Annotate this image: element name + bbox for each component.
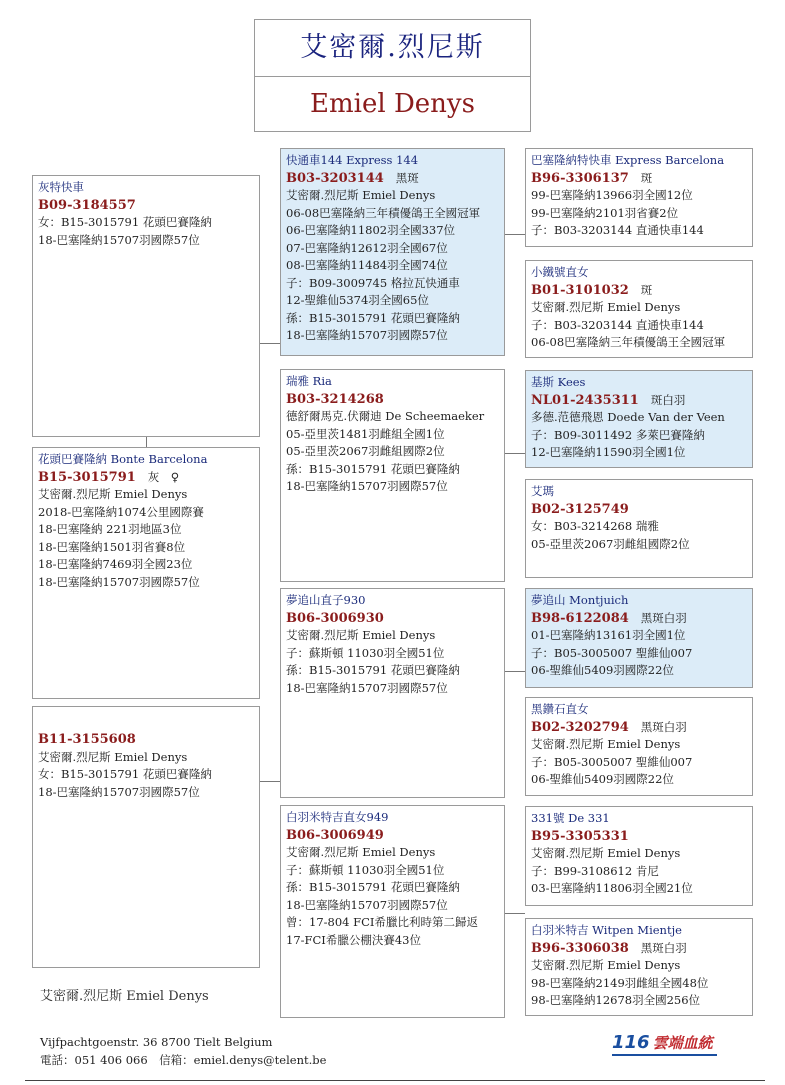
ring-number: B95-3305331: [531, 828, 629, 844]
pigeon-name: 瑞雅 Ria: [286, 374, 332, 388]
record-line: 01-巴塞隆納13161羽全國1位: [531, 628, 686, 642]
record-line: 18-巴塞隆納1501羽省賽8位: [38, 539, 186, 554]
logo-116: [612, 1032, 722, 1056]
pedigree-box-little-iron-daughter: [525, 260, 753, 358]
record-line: 孫：B15-3015791 花頭巴賽隆納: [286, 663, 460, 677]
record-line: 05-亞里茨1481羽雌組全國1位: [286, 426, 445, 441]
logo-underline: [612, 1054, 717, 1056]
record-line: 艾密爾.烈尼斯 Emiel Denys: [38, 749, 188, 764]
record-line: 多德.范德飛恩 Doede Van der Veen: [531, 410, 725, 424]
color: 黑斑: [395, 170, 419, 185]
record-line: 子：B09-3009745 格拉瓦快通車: [286, 275, 460, 290]
pigeon-name: 夢追山直子930: [286, 593, 366, 607]
color-sex: 灰 ♀: [147, 469, 180, 484]
record-line: 18-巴塞隆納15707羽國際57位: [286, 328, 448, 342]
record-line: 99-巴塞隆納13966羽全國12位: [531, 188, 693, 202]
pigeon-name: 灰特快車: [38, 180, 84, 194]
pigeon-name: 黑鑽石直女: [531, 702, 589, 716]
connector: [505, 913, 525, 914]
record-line: 子：B09-3011492 多萊巴賽隆納: [531, 427, 705, 442]
pigeon-name: 艾瑪: [531, 484, 554, 498]
record-line: 06-08巴塞隆納三年積優鴿王全國冠軍: [531, 335, 726, 349]
record-line: 艾密爾.烈尼斯 Emiel Denys: [531, 300, 681, 314]
color: 斑: [640, 282, 653, 297]
record-line: 女：B03-3214268 瑞雅: [531, 519, 659, 533]
record-line: 子：B05-3005007 聖維仙007: [531, 645, 693, 660]
record-line: 12-聖維仙5374羽全國65位: [286, 293, 429, 307]
color: 黑斑白羽: [640, 719, 687, 734]
record-line: 18-巴塞隆納15707羽國際57位: [38, 784, 200, 799]
connector: [505, 453, 525, 454]
ring-number: B03-3214268: [286, 391, 384, 407]
pedigree-box-emma: [525, 479, 753, 578]
record-line: 03-巴塞隆納11806羽全國21位: [531, 881, 693, 895]
record-line: 06-08巴塞隆納三年積優鴿王全國冠軍: [286, 205, 481, 220]
record-line: 子：B03-3203144 直通快車144: [531, 317, 704, 332]
record-line: 17-FCI希臘公棚決賽43位: [286, 932, 421, 947]
breeder-signature: 艾密爾.烈尼斯 Emiel Denys: [40, 989, 209, 1004]
record-line: 98-巴塞隆納12678羽全國256位: [531, 993, 701, 1007]
pigeon-name: 白羽米特吉直女949: [286, 810, 389, 824]
color: 斑: [640, 170, 653, 185]
pedigree-box-sire: [280, 148, 505, 356]
pigeon-name: 夢追山 Montjuich: [531, 593, 629, 607]
pedigree-box-express-barcelona: [525, 148, 753, 247]
pedigree-box-montjuich-daughter: [280, 588, 505, 798]
pedigree-box-kees: [525, 370, 753, 468]
record-line: 子：B05-3005007 聖維仙007: [531, 754, 693, 769]
record-line: 曾：17-804 FCI希臘比利時第二歸返: [286, 915, 478, 929]
breeder-name-chinese: 艾密爾.烈尼斯: [255, 20, 530, 77]
record-line: 孫：B15-3015791 花頭巴賽隆納: [286, 880, 460, 894]
pigeon-name: 331號 De 331: [531, 811, 610, 825]
ring-number: B01-3101032: [531, 282, 629, 298]
connector: [505, 234, 525, 235]
record-line: 18-巴塞隆納 221羽地區3位: [38, 522, 182, 536]
record-line: 艾密爾.烈尼斯 Emiel Denys: [286, 845, 436, 859]
ring-number: B02-3202794: [531, 719, 629, 735]
ring-number: B03-3203144: [286, 170, 384, 186]
record-line: 18-巴塞隆納15707羽國際57位: [286, 479, 448, 493]
pigeon-name: 基斯 Kees: [531, 375, 586, 389]
record-line: 12-巴塞隆納11590羽全國1位: [531, 445, 686, 459]
ring-number: B96-3306038: [531, 940, 629, 956]
ring-number: NL01-2435311: [531, 392, 639, 408]
pedigree-box-subject: [32, 175, 260, 437]
record-line: 06-巴塞隆納11802羽全國337位: [286, 223, 456, 237]
ring-number: B09-3184557: [38, 197, 136, 213]
pedigree-box-witpen-mientje: [525, 918, 753, 1016]
record-line: 女：B15-3015791 花頭巴賽隆納: [38, 767, 212, 781]
record-line: 艾密爾.烈尼斯 Emiel Denys: [38, 487, 188, 501]
address: Vijfpachtgoenstr. 36 8700 Tielt Belgium: [40, 1035, 273, 1049]
ring-number: B96-3306137: [531, 170, 629, 186]
record-line: 07-巴塞隆納12612羽全國67位: [286, 240, 448, 255]
pigeon-name: 白羽米特吉 Witpen Mientje: [531, 923, 682, 937]
ring-number: B06-3006930: [286, 610, 384, 626]
record-line: 女：B15-3015791 花頭巴賽隆納: [38, 215, 212, 229]
connector: [505, 671, 525, 672]
record-line: 子：B99-3108612 肯尼: [531, 863, 659, 878]
pigeon-name: 巴塞隆納特快車 Express Barcelona: [531, 153, 725, 167]
record-line: 孫：B15-3015791 花頭巴賽隆納: [286, 310, 460, 325]
record-line: 06-聖維仙5409羽國際22位: [531, 663, 674, 677]
ring-number: B15-3015791: [38, 469, 136, 485]
ring-number: B06-3006949: [286, 827, 384, 843]
pigeon-name: 小鐵號直女: [531, 265, 589, 279]
pedigree-box-montjuich: [525, 588, 753, 688]
record-line: 子：B03-3203144 直通快車144: [531, 223, 704, 237]
logo-number: 116: [612, 1032, 650, 1053]
record-line: 艾密爾.烈尼斯 Emiel Denys: [531, 958, 681, 972]
pedigree-box-b11: [32, 706, 260, 968]
record-line: 05-亞里茨2067羽雌組國際2位: [286, 444, 445, 458]
record-line: 05-亞里茨2067羽雌組國際2位: [531, 536, 690, 551]
record-line: 99-巴塞隆納2101羽省賽2位: [531, 205, 679, 220]
color: 斑白羽: [650, 392, 686, 407]
ring-number: B98-6122084: [531, 610, 629, 626]
pedigree-box-mientje-daughter: [280, 805, 505, 1018]
record-line: 18-巴塞隆納7469羽全國23位: [38, 557, 193, 571]
pigeon-name: 快通車144 Express 144: [286, 153, 419, 167]
record-line: 18-巴塞隆納15707羽國際57位: [38, 574, 200, 589]
pedigree-box-black-diamond-daughter: [525, 697, 753, 796]
record-line: 子：蘇斯頓 11030羽全國51位: [286, 862, 445, 877]
record-line: 08-巴塞隆納11484羽全國74位: [286, 258, 448, 272]
pigeon-name: 花頭巴賽隆納 Bonte Barcelona: [38, 452, 208, 466]
connector: [260, 343, 280, 344]
record-line: 艾密爾.烈尼斯 Emiel Denys: [531, 737, 681, 751]
record-line: 艾密爾.烈尼斯 Emiel Denys: [286, 188, 436, 202]
record-line: 18-巴塞隆納15707羽國際57位: [286, 680, 448, 695]
record-line: 18-巴塞隆納15707羽國際57位: [38, 232, 200, 247]
record-line: 98-巴塞隆納2149羽雌組全國48位: [531, 975, 709, 990]
record-line: 2018-巴塞隆納1074公里國際賽: [38, 504, 204, 519]
record-line: 艾密爾.烈尼斯 Emiel Denys: [531, 846, 681, 860]
phone-email: 電話：051 406 066 信箱：emiel.denys@telent.be: [40, 1053, 327, 1067]
record-line: 艾密爾.烈尼斯 Emiel Denys: [286, 628, 436, 642]
record-line: 德舒爾馬克.伏爾迪 De Scheemaeker: [286, 409, 485, 423]
pedigree-box-ria: [280, 369, 505, 582]
breeder-name-english: Emiel Denys: [310, 89, 475, 119]
contact-block: [40, 1033, 326, 1069]
pedigree-box-bonte-barcelona: [32, 447, 260, 699]
ring-number: B11-3155608: [38, 732, 136, 747]
color: 黑斑白羽: [640, 940, 687, 955]
record-line: 子：蘇斯頓 11030羽全國51位: [286, 645, 445, 660]
color: 黑斑白羽: [640, 610, 687, 625]
pedigree-header: [254, 19, 531, 132]
record-line: 孫：B15-3015791 花頭巴賽隆納: [286, 461, 460, 476]
record-line: 18-巴塞隆納15707羽國際57位: [286, 897, 448, 912]
pedigree-box-de-331: [525, 806, 753, 906]
logo-text: 雲端血統: [652, 1034, 713, 1052]
bottom-divider: [25, 1080, 765, 1081]
record-line: 06-聖維仙5409羽國際22位: [531, 772, 674, 786]
connector: [260, 781, 280, 782]
ring-number: B02-3125749: [531, 501, 629, 517]
